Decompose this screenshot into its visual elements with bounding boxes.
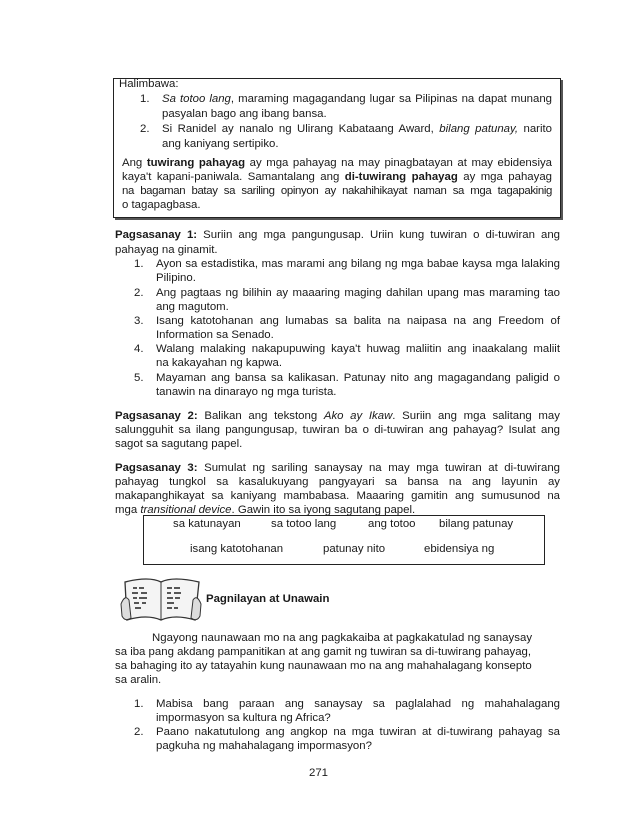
example-1-line-2: pasyalan bago ang ibang bansa. [162,108,327,120]
paragraph-line-1: Ngayong naunawaan mo na ang pagkakaiba at pagkakatulad ng sanaysay [152,632,533,644]
word-sa-katunayan: sa katunayan [173,518,241,530]
item-3-line-2: Information sa Senado. [156,329,274,341]
pagsasanay-1-intro-2: pahayag na ginamit. [115,244,218,256]
page-number: 271 [309,767,329,779]
item-4-number: 4. [134,343,144,355]
book-with-writing-icon [119,574,203,624]
word-ang-totoo: ang totoo [368,518,416,530]
item-1-line-1: Ayon sa estadistika, mas marami ang bilang ng mga babae kaysa mga lalaking [156,258,560,270]
definition-line-1: Ang tuwirang pahayag ay mga pahayag na may pinagbatayan at may ebidensiya [122,157,553,169]
item-3-number: 3. [134,315,144,327]
pagsasanay-3-line-2: pahayag tungkol sa kasalukuyang pangyayari sa bansa na ang layunin ay [115,476,560,488]
word-ebidensiya-ng: ebidensiya ng [424,543,495,555]
word-sa-totoo-lang: sa totoo lang [271,518,337,530]
item-2-number: 2. [134,287,144,299]
question-1-line-2: impormasyon sa kultura ng Africa? [156,712,331,724]
paragraph-line-2: sa iba pang akdang pampanitikan at ang gamit ng tuwiran sa di-tuwirang pahayag, [115,646,532,658]
pagsasanay-2-line-2: salungguhit sa ilang pangungusap, tuwiran ba o di-tuwiran ang pahayag? Isulat ang [115,424,560,436]
item-4-line-1: Walang malaking nakapupuwing kaya't huwag maliitin ang inaakalang maliit [156,343,560,355]
item-5-line-1: Mayaman ang bansa sa kalikasan. Patunay nito ang magagandang paligid o [156,372,560,384]
item-1-line-2: Pilipino. [156,272,196,284]
example-2-line-2: ang kaniyang sertipiko. [162,138,279,150]
question-1-number: 1. [134,698,144,710]
item-4-line-2: na kakayahan ng kapwa. [156,357,283,369]
question-1-line-1: Mabisa bang paraan ang sanaysay sa paglalahad ng mahahalagang [156,698,560,710]
question-2-line-1: Paano nakatutulong ang angkop na mga tuwiran at di-tuwirang pahayag sa [156,726,560,738]
item-3-line-1: Isang katotohanan ang lumabas sa balita na naipasa na ang Freedom of [156,315,560,327]
example-2-number: 2. [140,123,150,135]
question-2-number: 2. [134,726,144,738]
pagsasanay-3-line-3: makapanghikayat sa kaniyang mambabasa. Maaaring gamitin ang sumusunod na [115,490,560,502]
word-isang-katotohanan: isang katotohanan [190,543,284,555]
pagsasanay-3-line-1: Pagsasanay 3: Sumulat ng sariling sanaysay na may mga tuwiran at di-tuwirang [115,462,560,474]
item-2-line-1: Ang pagtaas ng bilihin ay maaaring maging dahilan upang mas maraming tao [156,287,560,299]
example-label: Halimbawa: [119,78,179,90]
word-bilang-patunay: bilang patunay [439,518,514,530]
item-5-number: 5. [134,372,144,384]
pagsasanay-3-line-4: mga transitional device. Gawin ito sa iyong sagutang papel. [115,504,416,516]
paragraph-line-4: sa aralin. [115,674,162,686]
definition-line-3: na bagaman batay sa sariling opinyon ay nakahihikayat naman sa mga tagapakinig [122,185,552,197]
definition-line-4: o tagapagbasa. [122,199,201,211]
word-patunay-nito: patunay nito [323,543,386,555]
item-2-line-2: ang magutom. [156,301,229,313]
pagsasanay-2-line-1: Pagsasanay 2: Balikan ang tekstong Ako ay Ikaw. Suriin ang mga salitang may [115,410,560,422]
example-1-line-1: Sa totoo lang, maraming magagandang lugar sa Pilipinas na dapat munang [162,93,552,105]
pagsasanay-2-line-3: sagot sa sagutang papel. [115,438,243,450]
item-5-line-2: tanawin na dinarayo ng mga turista. [156,386,337,398]
definition-line-2: kaya't kapani-paniwala. Samantalang ang di-tuwirang pahayag ay mga pahayag [122,171,552,183]
item-1-number: 1. [134,258,144,270]
example-2-line-1: Si Ranidel ay nanalo ng Ulirang Kabataang Award, bilang patunay, narito [162,123,553,135]
paragraph-line-3: sa bahaging ito ay tatayahin kung naunawaan mo na ang mahahalagang konsepto [115,660,532,672]
example-1-number: 1. [140,93,150,105]
question-2-line-2: pagkuha ng mahahalagang impormasyon? [156,740,372,752]
section-title: Pagnilayan at Unawain [206,593,330,605]
pagsasanay-1-intro: Pagsasanay 1: Suriin ang mga pangungusap. Uriin kung tuwiran o di-tuwiran ang [115,229,560,241]
